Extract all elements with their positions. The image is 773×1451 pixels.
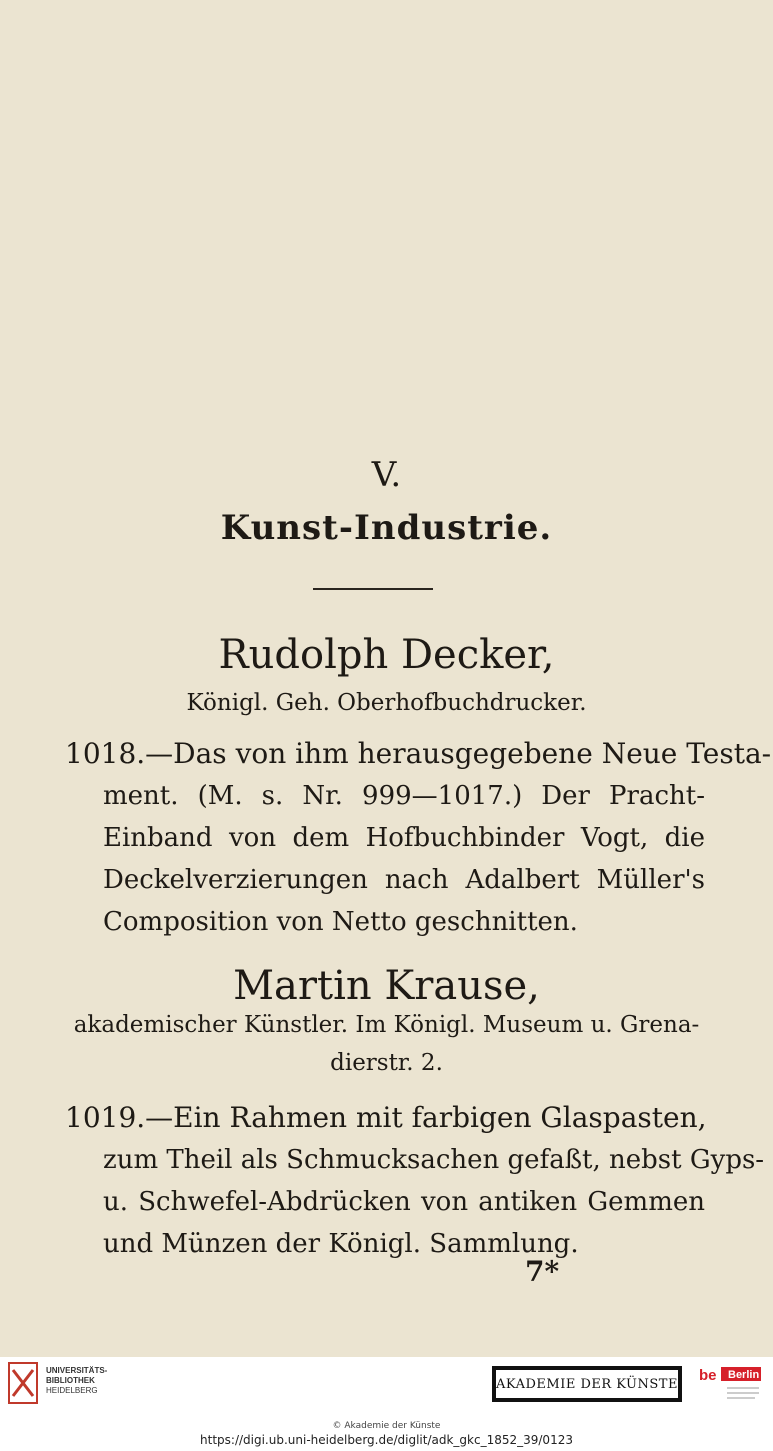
entry-line: u. Schwefel-Abdrücken von antiken Gemmen: [103, 1187, 705, 1217]
entry-line: 1018.—Das von ihm herausgegebene Neue Testa-: [65, 737, 772, 770]
exhibitor-name: Martin Krause,: [233, 963, 540, 1009]
entry-line: Deckelverzierungen nach Adalbert Müller's: [103, 865, 705, 895]
page-url[interactable]: https://digi.ub.uni-heidelberg.de/diglit/adk_gkc_1852_39/0123: [200, 1433, 573, 1447]
svg-text:Berlin: Berlin: [728, 1369, 760, 1381]
entry-line: und Münzen der Königl. Sammlung.: [103, 1229, 579, 1259]
entry-line: 1019.—Ein Rahmen mit farbigen Glaspasten,: [65, 1101, 707, 1134]
exhibitor-title: akademischer Künstler. Im Königl. Museum u. Grena-: [73, 1012, 700, 1038]
signature-mark: 7*: [525, 1255, 560, 1288]
academy-logo[interactable]: [492, 1366, 682, 1402]
section-number: V.: [371, 455, 402, 495]
catalog-entry: [65, 1097, 765, 1265]
copyright-notice: © Akademie der Künste: [332, 1421, 441, 1431]
university-line: HEIDELBERG: [46, 1386, 98, 1395]
exhibitor-name: Rudolph Decker,: [218, 632, 555, 678]
university-line: UNIVERSITÄTS-: [46, 1366, 108, 1375]
svg-text:be: be: [699, 1367, 717, 1384]
university-library-logo-icon[interactable]: [8, 1362, 38, 1404]
academy-logo-text: AKADEMIE DER KÜNSTE: [496, 1370, 678, 1398]
exhibitor-address: dierstr. 2.: [330, 1050, 443, 1076]
entry-line: zum Theil als Schmucksachen gefaßt, nebst Gyps-: [103, 1145, 765, 1175]
exhibitor-title: Königl. Geh. Oberhofbuchdrucker.: [186, 690, 587, 716]
entry-line: ment. (M. s. Nr. 999—1017.) Der Pracht-: [103, 781, 705, 811]
section-title: Kunst-Industrie.: [220, 508, 553, 548]
be-berlin-logo-icon[interactable]: [697, 1364, 763, 1406]
university-line: BIBLIOTHEK: [46, 1376, 95, 1385]
university-library-name[interactable]: [46, 1366, 107, 1396]
entry-line: Composition von Netto geschnitten.: [103, 907, 578, 937]
catalog-entry: [65, 733, 772, 943]
entry-line: Einband von dem Hofbuchbinder Vogt, die: [103, 823, 705, 853]
section-divider: [313, 588, 433, 590]
